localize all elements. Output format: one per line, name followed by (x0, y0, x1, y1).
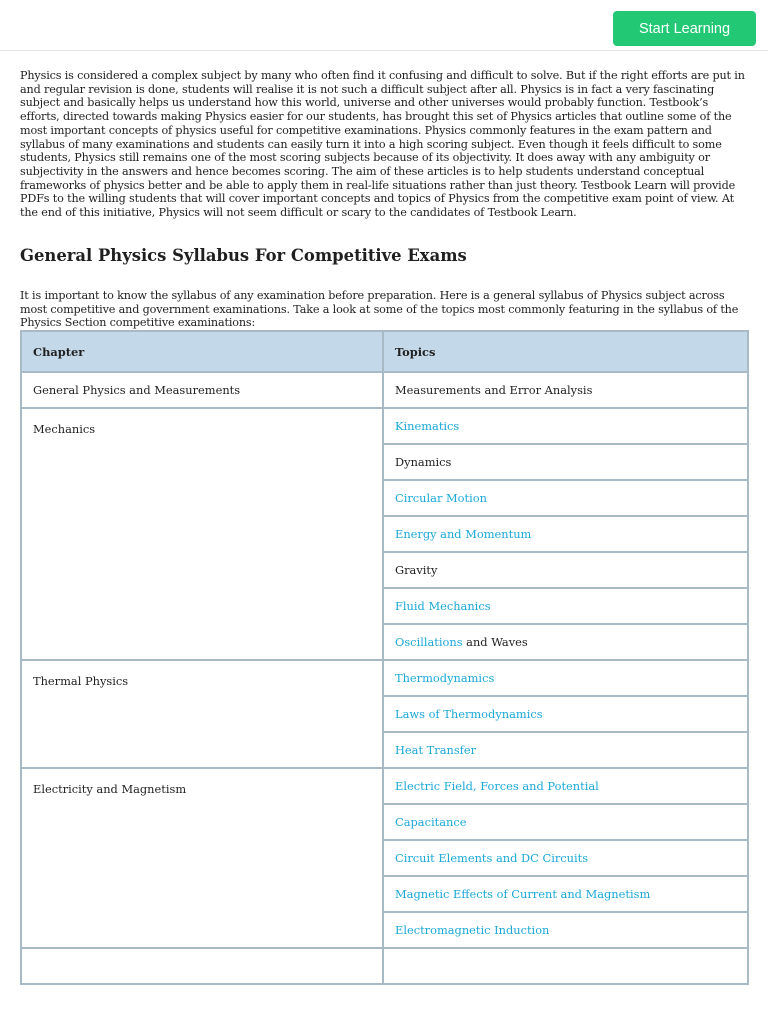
intro-paragraph: Physics is considered a complex subject by many who often find it confusing and difficult to solve. But if the right efforts are put in and regular revision is done, students will realise it is not such a difficult subject after all. Physics is in fact a very fascinating subject and basically helps us understand how this world, universe and other universes would probably function. Testbook’s efforts, directed towards making Physics easier for our students, has brought this set of Physics articles that outline some of the most important concepts of physics useful for competitive examinations. Physics commonly features in the exam pattern and syllabus of many examinations and students can easily turn it into a high scoring subject. Even though it feels difficult to some students, Physics still remains one of the most scoring subjects because of its objectivity. It does away with any ambiguity or subjectivity in the answers and hence becomes scoring. The aim of these articles is to help students understand conceptual frameworks of physics better and be able to apply them in real-life situations rather than just theory. Testbook Learn will provide PDFs to the willing students that will cover important concepts and topics of Physics from the competitive exam point of view. At the end of this initiative, Physics will not seem difficult or scary to the candidates of Testbook Learn. (20, 69, 745, 220)
topic-measurements: Measurements and Error Analysis (383, 372, 748, 408)
topic-link-electromagnetic-induction[interactable]: Electromagnetic Induction (395, 923, 550, 937)
topic-cell-empty (383, 948, 748, 984)
section-heading: General Physics Syllabus For Competitive Exams (20, 246, 467, 265)
start-learning-button[interactable]: Start Learning (613, 11, 756, 46)
chapter-mechanics: Mechanics (21, 408, 383, 660)
topic-link-capacitance[interactable]: Capacitance (395, 815, 467, 829)
topic-gravity: Gravity (383, 552, 748, 588)
chapter-general-physics: General Physics and Measurements (21, 372, 383, 408)
top-bar (0, 0, 768, 51)
topic-link-energy-momentum[interactable]: Energy and Momentum (395, 527, 532, 541)
topic-link-kinematics[interactable]: Kinematics (395, 419, 460, 433)
header-chapter: Chapter (21, 331, 383, 372)
topic-link-laws-thermodynamics[interactable]: Laws of Thermodynamics (395, 707, 543, 721)
topic-link-oscillations[interactable]: Oscillations (395, 635, 463, 649)
chapter-cell-empty (21, 948, 383, 984)
topic-link-heat-transfer[interactable]: Heat Transfer (395, 743, 477, 757)
header-topics: Topics (383, 331, 748, 372)
table-row (21, 408, 748, 444)
topic-dynamics: Dynamics (383, 444, 748, 480)
topic-link-circuit-elements[interactable]: Circuit Elements and DC Circuits (395, 851, 589, 865)
table-row (21, 660, 748, 696)
topic-link-magnetic-effects[interactable]: Magnetic Effects of Current and Magnetism (395, 887, 651, 901)
table-header-row (21, 331, 748, 372)
section-paragraph: It is important to know the syllabus of any examination before preparation. Here is a general syllabus of Physics subject across most competitive and government examinations. Take a look at some of the topics most commonly featuring in the syllabus of the Physics Section competitive examinations: (20, 289, 739, 330)
topic-link-thermodynamics[interactable]: Thermodynamics (395, 671, 495, 685)
table-row (21, 768, 748, 804)
chapter-electricity-magnetism: Electricity and Magnetism (21, 768, 383, 948)
chapter-thermal-physics: Thermal Physics (21, 660, 383, 768)
topic-link-circular-motion[interactable]: Circular Motion (395, 491, 487, 505)
topic-waves-text: and Waves (462, 635, 528, 649)
table-row (21, 948, 748, 984)
syllabus-table (20, 330, 749, 985)
table-row (21, 372, 748, 408)
topic-link-fluid-mechanics[interactable]: Fluid Mechanics (395, 599, 491, 613)
topic-link-electric-field[interactable]: Electric Field, Forces and Potential (395, 779, 599, 793)
